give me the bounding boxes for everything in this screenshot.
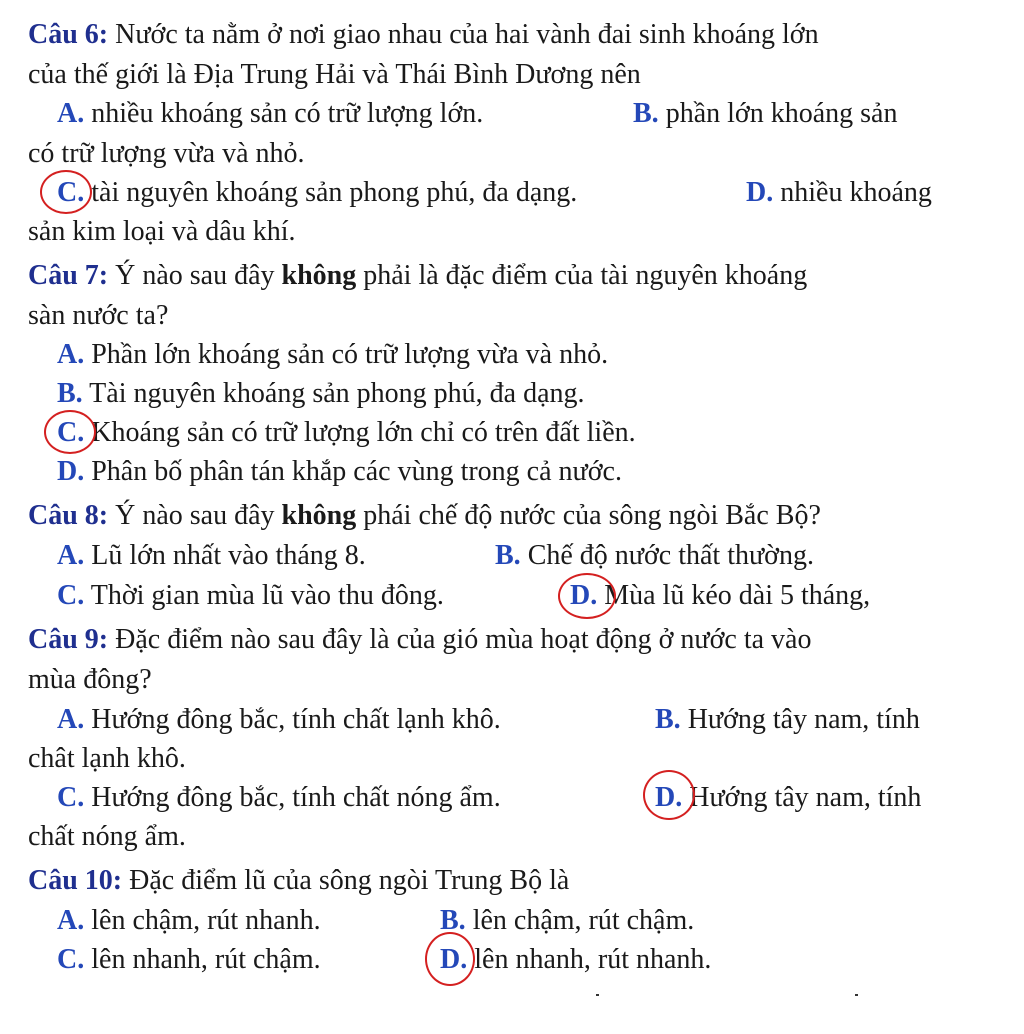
question-8-option-d: D. Mùa lũ kéo dài 5 tháng, xyxy=(570,580,871,611)
answer-circle-mark xyxy=(643,770,695,820)
question-10-label: Câu 10: xyxy=(28,865,123,896)
question-9-option-d: D. Hướng tây nam, tính xyxy=(655,782,922,813)
question-9-option-c: C. Hướng đông bắc, tính chất nóng ẩm. xyxy=(57,782,501,813)
question-6-option-a: A. nhiều khoáng sản có trữ lượng lớn. xyxy=(57,98,484,129)
question-9-line-1: Câu 9: Đặc điểm nào sau đây là của gió mùa hoạt động ở nước ta vào xyxy=(28,624,812,655)
question-9-option-b-wrap: chât lạnh khô. xyxy=(28,743,186,774)
question-6-option-b: B. phần lớn khoáng sản xyxy=(633,98,898,129)
answer-circle-mark xyxy=(40,170,92,214)
scan-speck xyxy=(855,994,858,996)
question-8-option-c: C. Thời gian mùa lũ vào thu đông. xyxy=(57,580,444,611)
answer-circle-mark xyxy=(425,932,475,986)
question-9-option-d-wrap: chất nóng ẩm. xyxy=(28,821,186,852)
question-10-line-1: Câu 10: Đặc điểm lũ của sông ngòi Trung Bộ là xyxy=(28,865,570,896)
question-8-option-a: A. Lũ lớn nhất vào tháng 8. xyxy=(57,540,366,571)
question-7-label: Câu 7: xyxy=(28,260,109,291)
question-8-label: Câu 8: xyxy=(28,500,109,531)
question-8-option-b: B. Chế độ nước thất thường. xyxy=(495,540,814,571)
answer-circle-mark xyxy=(558,573,616,619)
question-9-label: Câu 9: xyxy=(28,624,109,655)
question-6-label: Câu 6: xyxy=(28,19,109,50)
question-9-option-a: A. Hướng đông bắc, tính chất lạnh khô. xyxy=(57,704,501,735)
question-6-option-d: D. nhiều khoáng xyxy=(746,177,932,208)
question-10-option-c: C. lên nhanh, rút chậm. xyxy=(57,944,321,975)
question-7-option-c: C. Khoáng sản có trữ lượng lớn chỉ có trên đất liền. xyxy=(57,417,636,448)
answer-circle-mark xyxy=(44,410,96,454)
question-6-option-b-wrap: có trữ lượng vừa và nhỏ. xyxy=(28,138,305,169)
question-8-line-1: Câu 8: Ý nào sau đây không phái chế độ nước của sông ngòi Bắc Bộ? xyxy=(28,500,821,531)
question-9-option-b: B. Hướng tây nam, tính xyxy=(655,704,920,735)
question-7-line-2: sàn nước ta? xyxy=(28,300,169,331)
scan-speck xyxy=(596,994,599,996)
question-7-option-b: B. Tài nguyên khoáng sản phong phú, đa dạng. xyxy=(57,378,585,409)
question-10-option-a: A. lên chậm, rút nhanh. xyxy=(57,905,321,936)
question-10-option-b: B. lên chậm, rút chậm. xyxy=(440,905,695,936)
question-6-option-d-wrap: sản kim loại và dâu khí. xyxy=(28,216,296,247)
question-7-option-a: A. Phần lớn khoáng sản có trữ lượng vừa và nhỏ. xyxy=(57,339,609,370)
question-7-option-d: D. Phân bố phân tán khắp các vùng trong cả nước. xyxy=(57,456,622,487)
question-6-line-1: Câu 6: Nước ta nằm ở nơi giao nhau của hai vành đai sinh khoáng lớn xyxy=(28,19,819,50)
question-10-option-d: D. lên nhanh, rút nhanh. xyxy=(440,944,712,975)
question-6-option-c: C. tài nguyên khoáng sản phong phú, đa dạng. xyxy=(57,177,578,208)
question-9-line-2: mùa đông? xyxy=(28,664,152,695)
question-6-line-2: của thế giới là Địa Trung Hải và Thái Bình Dương nên xyxy=(28,59,641,90)
question-7-line-1: Câu 7: Ý nào sau đây không phải là đặc điểm của tài nguyên khoáng xyxy=(28,260,808,291)
